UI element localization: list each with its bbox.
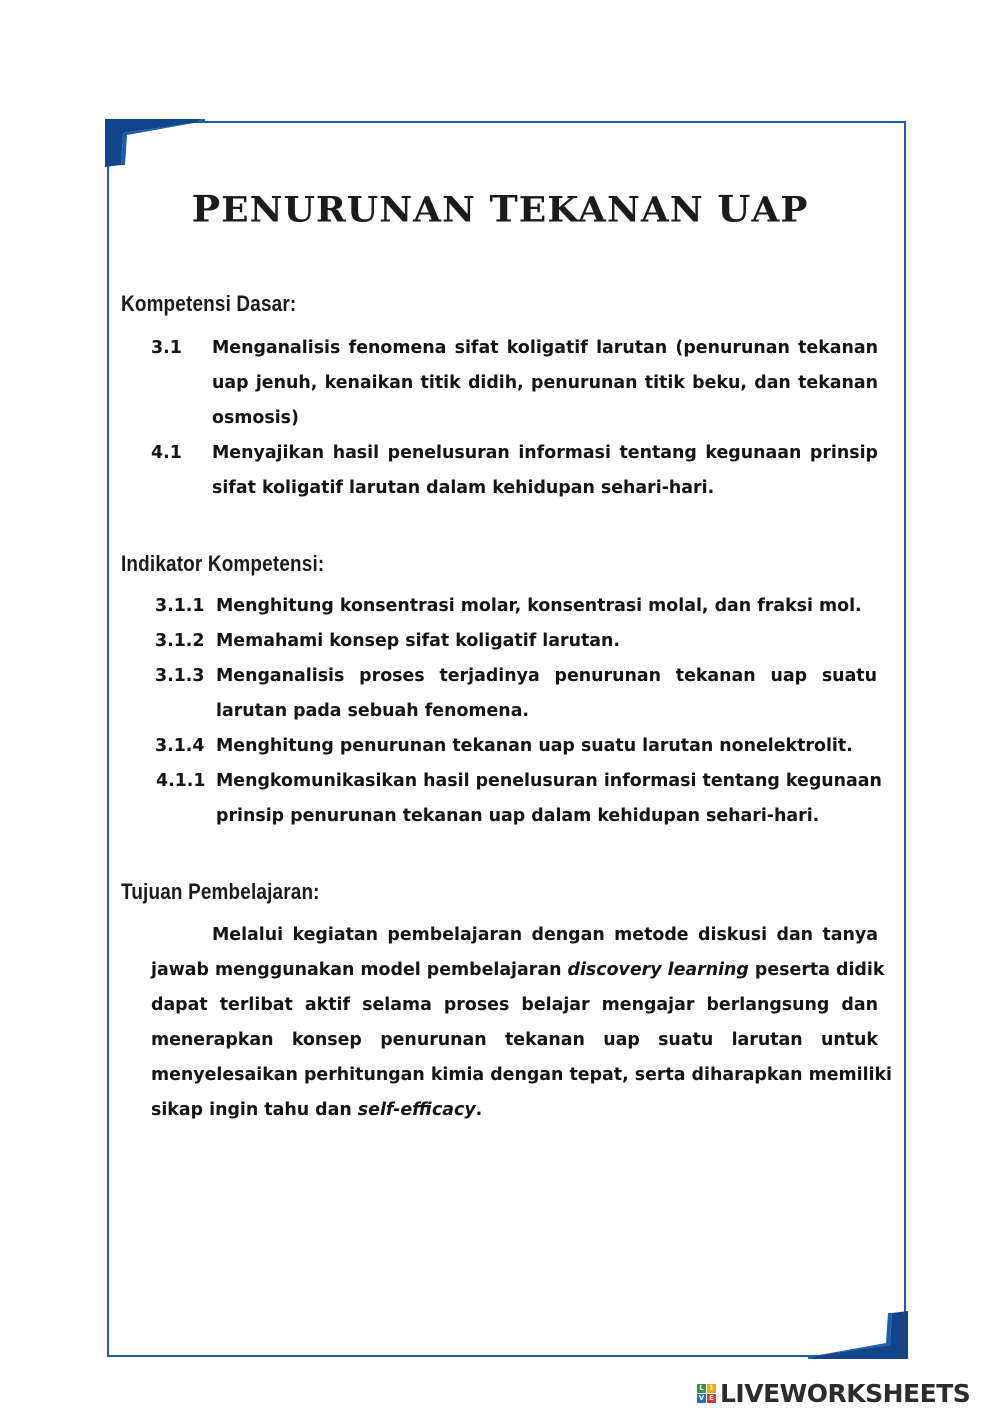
kompetensi-dasar-heading: Kompetensi Dasar: [121,291,297,316]
ik-item-line: Memahami konsep sifat koligatif larutan. [216,631,621,651]
ik-item-line: Menghitung konsentrasi molar, konsentrasi molal, dan fraksi mol. [216,596,862,616]
kd-item-line: uap jenuh, kenaikan titik didih, penurunan titik beku, dan tekanan [212,373,878,393]
corner-decoration-top-left [105,119,205,167]
kd-item-line: osmosis) [212,408,299,428]
indikator-kompetensi-heading: Indikator Kompetensi: [121,551,325,576]
ik-item-3-1-2 [155,624,880,659]
ik-item-3-1-1 [155,589,880,624]
paragraph-line: jawab menggunakan model pembelajaran discovery learning peserta didik [151,960,885,980]
paragraph-line: menerapkan konsep penurunan tekanan uap suatu larutan untuk [151,1030,878,1050]
liveworksheets-logo-icon: L I V E [697,1384,716,1403]
ik-item-number: 3.1.3 [155,666,205,686]
ik-item-number: 4.1.1 [156,771,206,791]
paragraph-line: menyelesaikan perhitungan kimia dengan tepat, serta diharapkan memiliki [151,1065,893,1085]
kd-item-line: sifat koligatif larutan dalam kehidupan sehari-hari. [212,478,715,498]
kd-item-number: 3.1 [151,338,182,358]
ik-item-number: 3.1.1 [155,596,205,616]
paragraph-line: dapat terlibat aktif selama proses belajar mengajar berlangsung dan [151,995,878,1015]
liveworksheets-brand[interactable] [697,1379,970,1407]
kd-item-4-1 [151,436,878,506]
italic-term: self-efficacy [357,1100,476,1120]
ik-item-number: 3.1.2 [155,631,205,651]
kd-item-3-1 [151,331,878,436]
ik-item-line: Menganalisis proses terjadinya penurunan tekanan uap suatu [216,666,877,686]
ik-item-line: Mengkomunikasikan hasil penelusuran informasi tentang kegunaan [216,771,882,791]
ik-item-line: larutan pada sebuah fenomena. [216,701,530,721]
ik-item-line: Menghitung penurunan tekanan uap suatu larutan nonelektrolit. [216,736,853,756]
paragraph-line: Melalui kegiatan pembelajaran dengan metode diskusi dan tanya [212,925,878,945]
brand-name: LIVEWORKSHEETS [720,1378,971,1408]
kd-item-line: Menyajikan hasil penelusuran informasi tentang kegunaan prinsip [212,443,878,463]
italic-term: discovery learning [567,960,749,980]
page-title: PENURUNAN TEKANAN UAP [191,187,809,230]
ik-item-3-1-3 [155,659,880,729]
ik-item-line: prinsip penurunan tekanan uap dalam kehidupan sehari-hari. [216,806,820,826]
ik-item-3-1-4 [155,729,880,764]
kd-item-number: 4.1 [151,443,182,463]
ik-item-4-1-1 [156,764,881,834]
kd-item-line: Menganalisis fenomena sifat koligatif larutan (penurunan tekanan [212,338,878,358]
tujuan-paragraph [151,918,893,1128]
ik-item-number: 3.1.4 [155,736,205,756]
paragraph-line: sikap ingin tahu dan self-efficacy. [151,1100,483,1120]
corner-decoration-bottom-right [808,1311,908,1359]
tujuan-pembelajaran-heading: Tujuan Pembelajaran: [121,879,320,904]
